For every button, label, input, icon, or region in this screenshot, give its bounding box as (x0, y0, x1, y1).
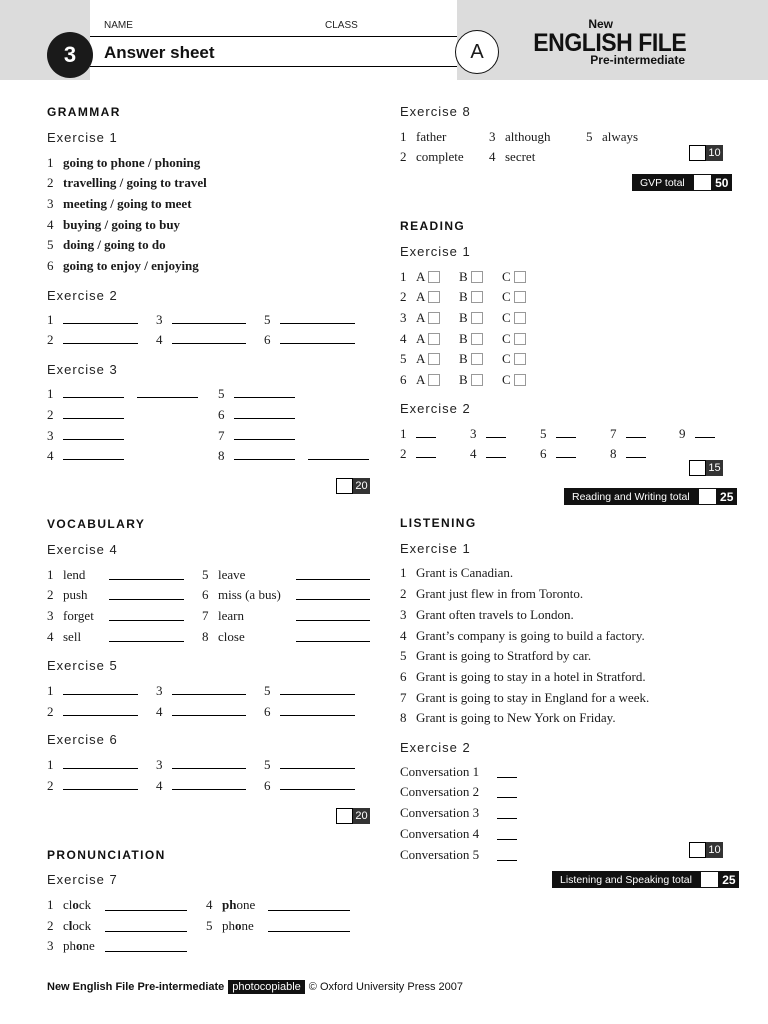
answer-blank[interactable]: 6 (264, 704, 355, 720)
exercise-6-title: Exercise 6 (47, 732, 118, 747)
name-label: NAME (104, 20, 133, 31)
ex8-item: 3 although (489, 129, 551, 144)
vocab-item: 8 close (202, 629, 245, 644)
answer-blank[interactable]: 8 (218, 448, 369, 464)
version-badge: A (455, 30, 499, 74)
listening-statement: 3 Grant often travels to London. (400, 607, 574, 622)
conversation-item: Conversation 5 (400, 847, 480, 862)
checkbox[interactable] (428, 333, 440, 345)
vocab-item: 2 push (47, 587, 88, 602)
answer-blank[interactable]: 2 (47, 778, 138, 794)
reading-option-c[interactable] (502, 269, 526, 285)
gvp-total-value: 50 (712, 174, 732, 191)
reading-option-a[interactable] (416, 331, 440, 347)
footer (47, 981, 463, 993)
checkbox[interactable] (428, 353, 440, 365)
reading-option-letter: B (459, 331, 468, 346)
reading-option-letter: C (502, 351, 511, 366)
checkbox[interactable] (471, 312, 483, 324)
reading-option-letter: B (459, 310, 468, 325)
answer-blank[interactable]: 1 (47, 312, 138, 328)
conversation-item: Conversation 1 (400, 764, 480, 779)
answer-blank[interactable]: 9 (679, 426, 715, 442)
reading-option-c[interactable] (502, 289, 526, 305)
answer-blank[interactable] (296, 631, 370, 642)
listening-statement: 5 Grant is going to Stratford by car. (400, 648, 592, 663)
reading-option-a[interactable] (416, 269, 440, 285)
vocab-item: 6 miss (a bus) (202, 587, 281, 602)
ex1-item: 6 going to enjoy / enjoying (47, 258, 199, 273)
checkbox[interactable] (428, 271, 440, 283)
exercise-5-title: Exercise 5 (47, 658, 118, 673)
exercise-8-title: Exercise 8 (400, 104, 471, 119)
reading-option-a[interactable] (416, 289, 440, 305)
listening-score-box[interactable]: 10 (689, 842, 723, 858)
brand-level: Pre-intermediate (590, 53, 685, 67)
answer-blank[interactable]: 4 (47, 448, 124, 464)
pron-item: 5 phone (206, 918, 254, 933)
listening-speaking-total-label: Listening and Speaking total (552, 871, 700, 888)
reading-writing-total-label: Reading and Writing total (564, 488, 698, 505)
ex8-item: 1 father (400, 129, 447, 144)
answer-blank[interactable] (497, 808, 517, 819)
answer-blank[interactable]: 2 (47, 704, 138, 720)
exercise-4-title: Exercise 4 (47, 542, 118, 557)
answer-blank[interactable]: 5 (540, 426, 576, 442)
answer-blank[interactable] (497, 850, 517, 861)
answer-blank[interactable] (296, 569, 370, 580)
answer-blank[interactable]: 7 (610, 426, 646, 442)
reading-option-letter: B (459, 372, 468, 387)
exercise-1-title: Exercise 1 (47, 130, 118, 145)
listening-statement: 7 Grant is going to stay in England for a week. (400, 690, 650, 705)
reading-option-letter: C (502, 331, 511, 346)
reading-choice-row (400, 351, 407, 367)
answer-blank[interactable]: 5 (218, 386, 295, 402)
answer-blank[interactable] (109, 569, 184, 580)
vocab-item: 4 sell (47, 629, 82, 644)
vocab-item: 7 learn (202, 608, 244, 623)
pron-item: 4 phone (206, 897, 256, 912)
ex1-item: 2 travelling / going to travel (47, 175, 207, 190)
reading-option-letter: B (459, 289, 468, 304)
reading-option-b[interactable] (459, 289, 483, 305)
reading-choice-row (400, 269, 407, 285)
reading-option-letter: C (502, 289, 511, 304)
reading-exercise-1-title: Exercise 1 (400, 244, 471, 259)
checkbox[interactable] (514, 271, 526, 283)
answer-blank[interactable]: 5 (264, 683, 355, 699)
reading-choice-number: 5 (400, 351, 407, 366)
checkbox[interactable] (514, 374, 526, 386)
reading-option-letter: A (416, 269, 426, 284)
answer-blank[interactable] (105, 900, 187, 911)
listening-speaking-total-input[interactable] (700, 871, 719, 888)
reading-heading: READING (400, 219, 466, 233)
reading-option-letter: A (416, 351, 426, 366)
reading-option-c[interactable] (502, 351, 526, 367)
vocab-item: 3 forget (47, 608, 94, 623)
vocabulary-heading: VOCABULARY (47, 517, 146, 531)
answer-blank[interactable]: 5 (264, 312, 355, 328)
answer-blank[interactable]: 1 (47, 386, 198, 402)
conversation-item: Conversation 4 (400, 826, 480, 841)
reading-option-letter: B (459, 351, 468, 366)
reading-option-a[interactable] (416, 372, 440, 388)
conversation-item: Conversation 2 (400, 784, 480, 799)
vocab-item: 1 lend (47, 567, 86, 582)
listening-speaking-total-value: 25 (719, 871, 739, 888)
answer-blank[interactable]: 3 (47, 428, 124, 444)
listening-exercise-2-title: Exercise 2 (400, 740, 471, 755)
reading-writing-total-value: 25 (717, 488, 737, 505)
answer-blank[interactable]: 6 (218, 407, 295, 423)
listening-exercise-1-title: Exercise 1 (400, 541, 471, 556)
reading-choice-row (400, 331, 407, 347)
answer-blank[interactable]: 7 (218, 428, 295, 444)
grammar-score-box[interactable]: 20 (336, 478, 370, 494)
reading-choice-number: 6 (400, 372, 407, 387)
answer-blank[interactable]: 8 (610, 446, 646, 462)
pron-item: 3 phone (47, 938, 95, 953)
listening-speaking-total-bar (552, 871, 739, 888)
conversation-item: Conversation 3 (400, 805, 480, 820)
checkbox[interactable] (471, 271, 483, 283)
exercise-2-title: Exercise 2 (47, 288, 118, 303)
reading-option-c[interactable] (502, 310, 526, 326)
checkbox[interactable] (471, 291, 483, 303)
name-line (90, 36, 457, 37)
answer-blank[interactable] (497, 829, 517, 840)
answer-blank[interactable] (109, 631, 184, 642)
answer-blank[interactable]: 4 (156, 332, 246, 348)
reading-choice-number: 4 (400, 331, 407, 346)
ex8-score-box[interactable]: 10 (689, 145, 723, 161)
checkbox[interactable] (471, 353, 483, 365)
unit-badge: 3 (47, 32, 93, 78)
checkbox[interactable] (471, 333, 483, 345)
answer-blank[interactable] (497, 787, 517, 798)
pron-item: 1 clock (47, 897, 92, 912)
reading-option-letter: A (416, 289, 426, 304)
answer-blank[interactable]: 3 (156, 312, 246, 328)
answer-blank[interactable] (296, 589, 370, 600)
answer-blank[interactable] (296, 610, 370, 621)
reading-option-b[interactable] (459, 372, 483, 388)
exercise-7-title: Exercise 7 (47, 872, 118, 887)
listening-statement: 6 Grant is going to stay in a hotel in Stratford. (400, 669, 646, 684)
answer-blank[interactable]: 6 (540, 446, 576, 462)
checkbox[interactable] (514, 312, 526, 324)
answer-blank[interactable]: 1 (47, 683, 138, 699)
reading-option-a[interactable] (416, 351, 440, 367)
answer-blank[interactable]: 5 (264, 757, 355, 773)
answer-blank[interactable] (109, 610, 184, 621)
vocabulary-score-box[interactable]: 20 (336, 808, 370, 824)
reading-exercise-2-title: Exercise 2 (400, 401, 471, 416)
footer-book: New English File Pre-intermediate (47, 981, 225, 993)
reading-option-c[interactable] (502, 331, 526, 347)
answer-blank[interactable]: 2 (47, 407, 124, 423)
ex1-item: 5 doing / going to do (47, 237, 166, 252)
page-title: Answer sheet (104, 43, 215, 62)
answer-blank[interactable]: 6 (264, 332, 355, 348)
answer-blank[interactable]: 1 (400, 426, 436, 442)
ex8-item: 5 always (586, 129, 639, 144)
answer-blank[interactable]: 4 (156, 704, 246, 720)
reading-option-b[interactable] (459, 331, 483, 347)
ex1-item: 4 buying / going to buy (47, 217, 181, 232)
checkbox[interactable] (471, 374, 483, 386)
listening-statement: 8 Grant is going to New York on Friday. (400, 710, 616, 725)
answer-blank[interactable] (497, 767, 517, 778)
answer-blank[interactable]: 2 (400, 446, 436, 462)
vocab-item: 5 leave (202, 567, 246, 582)
reading-option-c[interactable] (502, 372, 526, 388)
answer-blank[interactable]: 3 (470, 426, 506, 442)
reading-choice-row (400, 289, 407, 305)
checkbox[interactable] (514, 353, 526, 365)
reading-writing-total-input[interactable] (698, 488, 717, 505)
checkbox[interactable] (428, 374, 440, 386)
listening-statement: 2 Grant just flew in from Toronto. (400, 586, 584, 601)
pronunciation-heading: PRONUNCIATION (47, 848, 166, 862)
reading-option-b[interactable] (459, 351, 483, 367)
reading-choice-number: 3 (400, 310, 407, 325)
class-label: CLASS (325, 20, 358, 31)
ex1-item: 3 meeting / going to meet (47, 196, 192, 211)
listening-statement: 1 Grant is Canadian. (400, 565, 514, 580)
reading-choice-row (400, 310, 407, 326)
reading-option-letter: B (459, 269, 468, 284)
checkbox[interactable] (514, 291, 526, 303)
reading-choice-number: 1 (400, 269, 407, 284)
reading-choice-number: 2 (400, 289, 407, 304)
brand-logo: ENGLISH FILE (533, 29, 686, 57)
answer-blank[interactable]: 4 (470, 446, 506, 462)
copyright: © Oxford University Press 2007 (308, 981, 464, 993)
checkbox[interactable] (514, 333, 526, 345)
checkbox[interactable] (428, 291, 440, 303)
reading-option-letter: A (416, 372, 426, 387)
answer-blank[interactable] (105, 941, 187, 952)
brand-new: New (588, 17, 613, 31)
reading-choice-row (400, 372, 407, 388)
reading-option-letter: C (502, 372, 511, 387)
listening-statement: 4 Grant’s company is going to build a factory. (400, 628, 645, 643)
reading-option-b[interactable] (459, 269, 483, 285)
pron-item: 2 clock (47, 918, 92, 933)
ex8-item: 2 complete (400, 149, 464, 164)
answer-blank[interactable]: 2 (47, 332, 138, 348)
answer-blank[interactable] (109, 589, 184, 600)
gvp-total-label: GVP total (632, 174, 693, 191)
answer-blank[interactable]: 3 (156, 683, 246, 699)
grammar-heading: GRAMMAR (47, 105, 121, 119)
name-class-panel (90, 0, 457, 80)
reading-option-letter: A (416, 331, 426, 346)
reading-option-b[interactable] (459, 310, 483, 326)
gvp-total-bar (632, 174, 732, 191)
reading-writing-total-bar (564, 488, 737, 505)
answer-blank[interactable]: 3 (156, 757, 246, 773)
reading-option-letter: A (416, 310, 426, 325)
reading-option-letter: C (502, 310, 511, 325)
ex8-item: 4 secret (489, 149, 536, 164)
ex1-item: 1 going to phone / phoning (47, 155, 201, 170)
gvp-total-input[interactable] (693, 174, 712, 191)
answer-blank[interactable] (268, 921, 350, 932)
answer-blank[interactable] (105, 921, 187, 932)
checkbox[interactable] (428, 312, 440, 324)
reading-score-box[interactable]: 15 (689, 460, 723, 476)
photocopiable-badge: photocopiable (228, 980, 305, 994)
exercise-3-title: Exercise 3 (47, 362, 118, 377)
reading-option-letter: C (502, 269, 511, 284)
listening-heading: LISTENING (400, 516, 477, 530)
answer-blank[interactable]: 6 (264, 778, 355, 794)
reading-option-a[interactable] (416, 310, 440, 326)
title-rule (90, 66, 457, 67)
answer-blank[interactable] (268, 900, 350, 911)
answer-blank[interactable]: 1 (47, 757, 138, 773)
answer-blank[interactable]: 4 (156, 778, 246, 794)
